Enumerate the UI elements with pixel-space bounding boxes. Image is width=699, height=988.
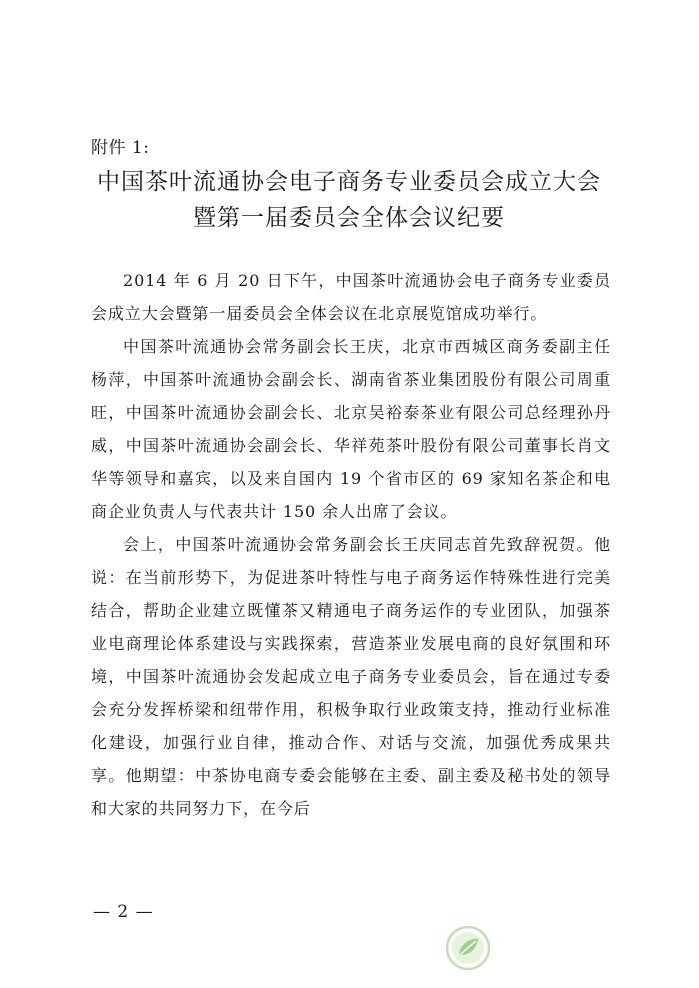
document-body xyxy=(91,264,611,825)
leaf-logo-icon xyxy=(445,925,491,971)
paragraph-3: 会上，中国茶叶流通协会常务副会长王庆同志首先致辞祝贺。他说：在当前形势下，为促进茶叶特性与电子商务运作特殊性进行完美结合，帮助企业建立既懂茶又精通电子商务运作的专业团队，加强茶业电商理论体系建设与实践探索，营造茶业发展电商的良好氛围和环境，中国茶叶流通协会发起成立电子商务专业委员会，旨在通过专委会充分发挥桥梁和纽带作用，积极争取行业政策支持，推动行业标准化建设，加强行业自律，推动合作、对话与交流，加强优秀成果共享。他期望：中茶协电商专委会能够在主委、副主委及秘书处的领导和大家的共同努力下，在今后 xyxy=(91,535,611,818)
document-title-line-2: 暨第一届委员会全体会议纪要 xyxy=(193,205,505,231)
paragraph-1: 2014 年 6 月 20 日下午，中国茶叶流通协会电子商务专业委员会成立大会暨第一届委员会全体会议在北京展览馆成功举行。 xyxy=(91,271,611,323)
document-title-line-1: 中国茶叶流通协会电子商务专业委员会成立大会 xyxy=(97,169,601,195)
attachment-label: 附件 1: xyxy=(91,138,150,158)
page-number: — 2 — xyxy=(93,902,154,922)
paragraph-2: 中国茶叶流通协会常务副会长王庆，北京市西城区商务委副主任杨萍，中国茶叶流通协会副会长、湖南省茶业集团股份有限公司周重旺，中国茶叶流通协会副会长、北京吴裕泰茶业有限公司总经理孙丹威，中国茶叶流通协会副会长、华祥苑茶叶股份有限公司董事长肖文华等领导和嘉宾，以及来自国内 19 个省市区的 69 家知名茶企和电商企业负责人与代表共计 150 余人出席了会议。 xyxy=(91,337,611,521)
